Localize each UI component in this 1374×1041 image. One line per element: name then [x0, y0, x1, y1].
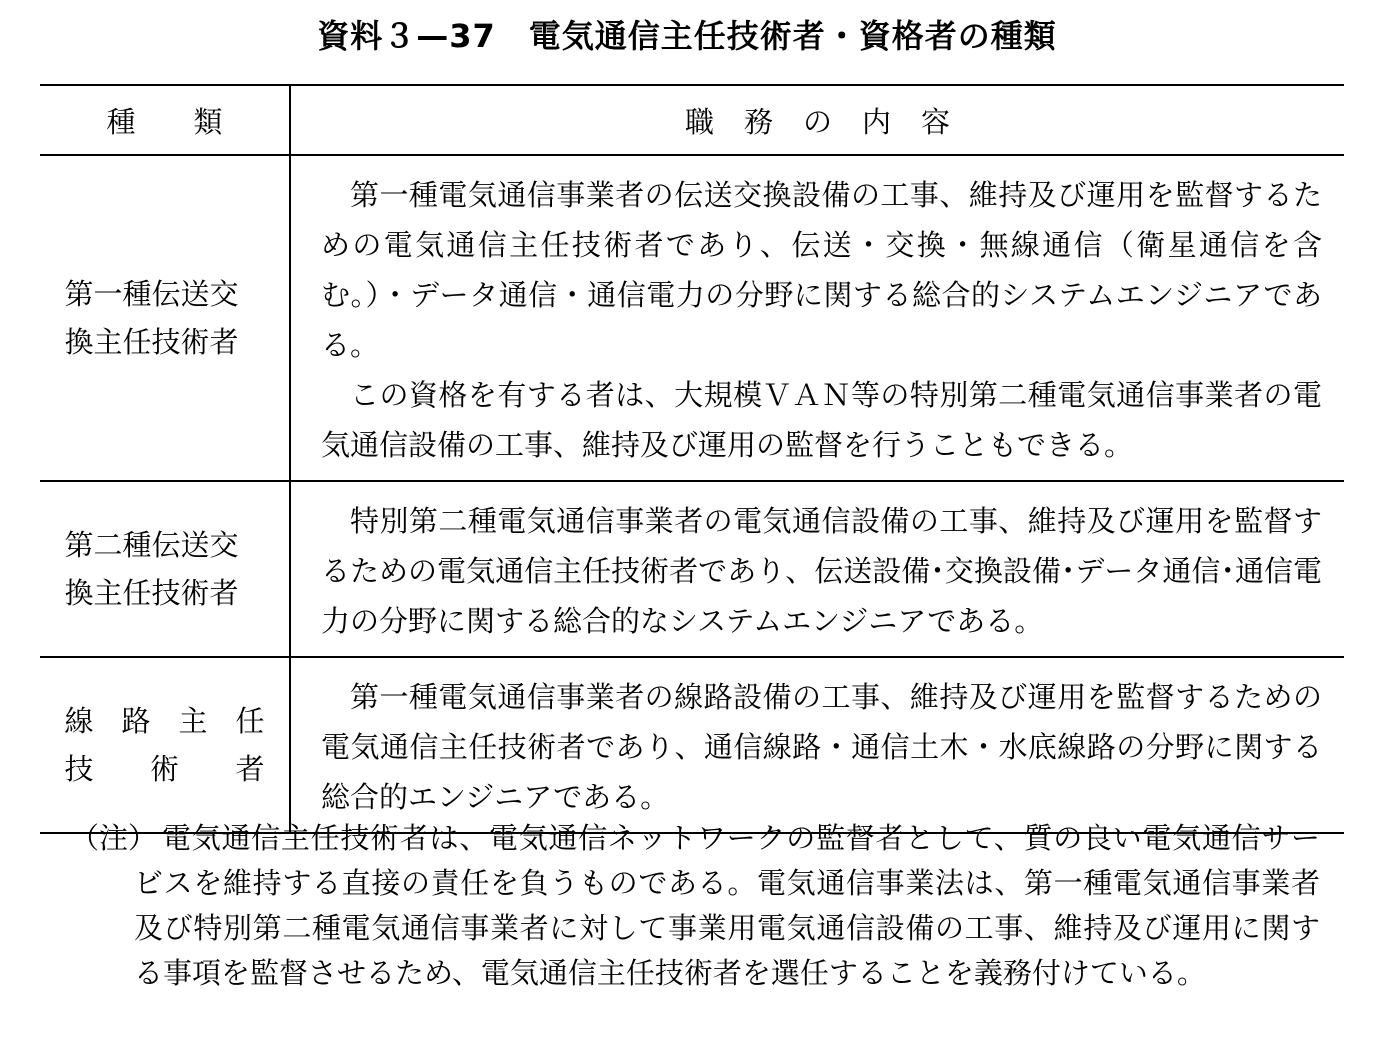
kind-cell: [40, 481, 290, 657]
duties-paragraph: この資格を有する者は、大規模ＶＡＮ等の特別第二種電気通信事業者の電気通信設備の工事、維持及び運用の監督を行うこともできる。: [321, 378, 1322, 462]
kind-line: 第二種伝送交: [64, 528, 239, 562]
kind-line: 換主任技術者: [64, 576, 239, 610]
duties-cell: [290, 481, 1344, 657]
duties-cell: [290, 657, 1344, 833]
footnote: [70, 816, 1320, 996]
table-row: [40, 481, 1344, 657]
footnote-label: （注）: [70, 821, 158, 855]
table-row: [40, 657, 1344, 833]
duties-cell: [290, 155, 1344, 481]
header-kind: 種類: [40, 85, 290, 155]
footnote-text: 電気通信主任技術者は、電気通信ネットワークの監督者として、質の良い電気通信サービスを維持する直接の責任を負うものである。電気通信事業法は、第一種電気通信事業者及び特別第二種電気通信事業者に対して事業用電気通信設備の工事、維持及び運用に関する事項を監督させるため、電気通信主任技術者を選任することを義務付けている。: [134, 821, 1320, 990]
table-row: [40, 155, 1344, 481]
kind-line: 線路主任: [64, 704, 265, 738]
kind-line: 換主任技術者: [64, 325, 239, 359]
header-duties: 職務の内容: [290, 85, 1344, 155]
kind-line: 第一種伝送交: [64, 277, 239, 311]
duties-paragraph: 第一種電気通信事業者の線路設備の工事、維持及び運用を監督するための電気通信主任技術者であり、通信線路・通信土木・水底線路の分野に関する総合的エンジニアである。: [321, 680, 1322, 814]
kind-line: 技術者: [64, 752, 265, 786]
kind-cell: [40, 657, 290, 833]
duties-paragraph: 特別第二種電気通信事業者の電気通信設備の工事、維持及び運用を監督するための電気通信主任技術者であり、伝送設備･交換設備･データ通信･通信電力の分野に関する総合的なシステムエンジニアである。: [321, 504, 1322, 638]
kind-cell: [40, 155, 290, 481]
duties-paragraph: 第一種電気通信事業者の伝送交換設備の工事、維持及び運用を監督するための電気通信主任技術者であり、伝送・交換・無線通信（衛星通信を含む。）・データ通信・通信電力の分野に関する総合的システムエンジニアである。: [321, 178, 1322, 362]
document-title: 資料３—37 電気通信主任技術者・資格者の種類: [317, 17, 1057, 55]
table-header-row: [40, 85, 1344, 155]
qualification-table: [40, 84, 1344, 834]
